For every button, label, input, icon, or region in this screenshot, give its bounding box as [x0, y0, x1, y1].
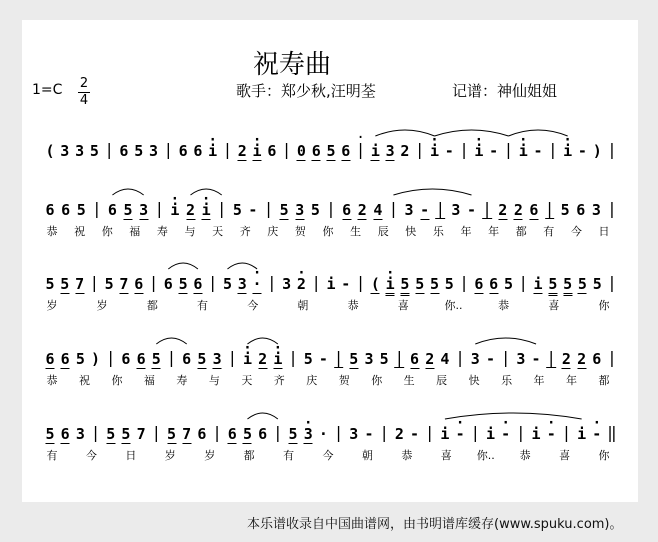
barline: | — [470, 423, 481, 442]
note: · - — [501, 425, 510, 443]
lyric-syllable: 你.. — [476, 449, 495, 462]
note: 3 — [75, 425, 85, 443]
barline: | — [333, 423, 344, 442]
score-line — [0, 138, 658, 194]
lyric-syllable: 快 — [468, 374, 480, 387]
note: i — [370, 142, 380, 160]
note: - — [341, 275, 351, 293]
note: 5 — [222, 275, 232, 293]
note: 5 — [444, 275, 454, 293]
note: 3 — [295, 201, 305, 219]
note: 5 — [121, 425, 131, 443]
note: 2 — [561, 350, 571, 368]
lyric-syllable: 庆 — [267, 225, 279, 238]
note: 2 — [498, 201, 508, 219]
barline: | — [548, 140, 558, 159]
note: · i — [273, 350, 282, 369]
lyric-syllable: 寿 — [156, 225, 168, 238]
note: - — [444, 142, 454, 160]
note: · i — [519, 142, 528, 160]
lyric-syllable: 你 — [371, 374, 383, 387]
key-signature: 1=C — [32, 82, 63, 98]
note: 3 — [516, 350, 526, 368]
song-title: 祝寿曲 — [253, 50, 332, 80]
lyric-syllable: 恭 — [46, 225, 58, 238]
lyric-syllable: 你 — [111, 374, 123, 387]
note: 2 — [185, 201, 196, 219]
note: - — [466, 201, 477, 219]
note: 6 — [197, 425, 207, 443]
lyric-syllable: 天 — [212, 225, 224, 238]
note: · i — [474, 142, 483, 160]
lyric-syllable: 都 — [598, 374, 610, 387]
barline: | — [151, 423, 162, 442]
note: 6 — [474, 275, 484, 293]
lyric-syllable: 寿 — [176, 374, 188, 387]
note: 3 — [282, 275, 292, 293]
note: 7 — [75, 275, 85, 293]
barline: | — [90, 423, 101, 442]
barline: | — [516, 423, 526, 442]
note: - — [318, 350, 328, 368]
lyric-syllable: 年 — [533, 374, 545, 387]
note: 5 — [60, 275, 70, 293]
lyric-syllable: 乐 — [432, 225, 444, 238]
barline: ‖ — [607, 423, 617, 442]
meter-top: 2 — [79, 76, 89, 91]
lyric-syllable: 你 — [598, 299, 610, 312]
note: 6 — [410, 350, 420, 368]
note: i — [577, 425, 587, 443]
note: 6 — [60, 425, 70, 443]
note: 6 — [60, 350, 70, 368]
note: 3 — [591, 201, 601, 219]
note: - — [485, 350, 495, 368]
barline: | — [544, 199, 555, 218]
lyric-syllable: 福 — [129, 225, 141, 238]
note: 6 — [258, 425, 268, 443]
note: 5 — [123, 201, 133, 219]
lyric-syllable: 朝 — [297, 299, 309, 312]
note: 5 — [45, 275, 55, 293]
note: 6 — [121, 350, 131, 368]
note: 3 — [364, 350, 374, 368]
score-line — [0, 197, 658, 253]
note: · — [318, 425, 328, 443]
note: 7 — [182, 425, 192, 443]
lyric-syllable: 都 — [146, 299, 158, 312]
barline: | — [607, 140, 617, 159]
barline: | — [216, 199, 227, 218]
note: 2 — [513, 201, 523, 219]
note: 5 — [134, 142, 144, 160]
note: ( — [45, 142, 55, 160]
note: 3 — [212, 350, 222, 368]
note: · - — [547, 425, 556, 443]
barline: | — [388, 199, 399, 218]
lyric-syllable: 快 — [405, 225, 417, 238]
note: 3 — [385, 142, 395, 160]
source-footer: 本乐谱收录自中国曲谱网，由书明谱库缓存(www.spuku.com)。 — [247, 517, 623, 532]
note: 3 — [60, 142, 70, 160]
note: i — [485, 425, 495, 443]
note: 5 — [503, 275, 513, 293]
note: 2 — [400, 142, 410, 160]
lyric-syllable: 都 — [515, 225, 527, 238]
barline: | — [518, 273, 529, 292]
note: 6 — [182, 350, 192, 368]
note: 5 — [379, 350, 389, 368]
note: - — [410, 425, 420, 443]
barline: | — [222, 140, 233, 159]
barline: | — [263, 199, 274, 218]
note: i — [326, 275, 336, 293]
lyric-syllable: 有 — [543, 225, 555, 238]
note: 3 — [470, 350, 480, 368]
note: 7 — [119, 275, 129, 293]
note-row — [0, 138, 658, 168]
note: 6 — [267, 142, 277, 160]
note: 6 — [119, 142, 129, 160]
note: 5 — [89, 142, 99, 160]
barline: · | — [356, 140, 366, 159]
note: 5 — [577, 275, 587, 293]
note: i — [531, 425, 541, 443]
note: · - — [456, 425, 465, 443]
barline: | — [424, 423, 435, 442]
note: 5 — [104, 275, 114, 293]
note: · i — [563, 142, 572, 160]
barline: | — [394, 348, 405, 367]
lyric-syllable: 贺 — [338, 374, 350, 387]
lyric-syllable: 辰 — [377, 225, 389, 238]
note: · i — [430, 142, 439, 160]
note: 3 — [349, 425, 359, 443]
note: 7 — [136, 425, 146, 443]
note: 6 — [227, 425, 237, 443]
barline: | — [163, 140, 174, 159]
barline: | — [459, 273, 469, 292]
note: 2 — [357, 201, 367, 219]
lyric-syllable: 你 — [101, 225, 113, 238]
barline: | — [546, 348, 557, 367]
barline: | — [207, 273, 218, 292]
lyric-row — [0, 223, 658, 239]
note: 6 — [45, 350, 55, 368]
lyric-syllable: 年 — [488, 225, 500, 238]
note: · i — [243, 350, 252, 368]
note: 6 — [107, 201, 117, 219]
lyric-syllable: 辰 — [436, 374, 448, 387]
note: - — [577, 142, 587, 160]
barline: | — [267, 273, 277, 292]
lyric-syllable: 恭 — [46, 374, 58, 387]
note: ( — [370, 275, 380, 293]
note: 6 — [592, 350, 602, 368]
note: ) — [592, 142, 602, 160]
barline: | — [148, 273, 159, 292]
note: 3 — [149, 142, 159, 160]
lyric-syllable: 年 — [566, 374, 578, 387]
barline: | — [435, 199, 446, 218]
lyric-syllable: 恭 — [347, 299, 359, 312]
barline: | — [503, 140, 514, 159]
lyric-syllable: 岁 — [204, 449, 216, 462]
lyric-syllable: 祝 — [74, 225, 86, 238]
note: i — [440, 425, 450, 443]
note: 3 — [404, 201, 414, 219]
note: 6 — [163, 275, 173, 293]
note: 6 — [341, 142, 351, 160]
lyric-syllable: 你 — [598, 449, 610, 462]
note: 5 — [197, 350, 207, 368]
note: 6 — [193, 142, 203, 160]
lyric-syllable: 岁 — [96, 299, 108, 312]
note: · i — [386, 275, 395, 296]
lyric-syllable: 朝 — [361, 449, 373, 462]
note: 5 — [151, 350, 161, 368]
lyric-syllable: 恭 — [519, 449, 531, 462]
note: 3 — [451, 201, 461, 219]
note: 5 — [166, 425, 177, 443]
barline: | — [311, 273, 322, 292]
note: 5 — [400, 275, 409, 296]
note: - — [364, 425, 374, 443]
note: 5 — [76, 201, 86, 219]
note: · 3 — [304, 425, 313, 444]
singers-credit: 歌手：郑少秋,汪明荃 — [236, 82, 376, 100]
note: 6 — [311, 142, 321, 160]
note: - — [420, 201, 430, 219]
barline: | — [561, 423, 572, 442]
note: 6 — [193, 275, 203, 293]
lyric-syllable: 喜 — [548, 299, 560, 312]
note: 5 — [349, 350, 359, 368]
note: 5 — [279, 201, 289, 219]
note: 6 — [576, 201, 586, 219]
lyric-syllable: 有 — [283, 449, 295, 462]
barline: | — [227, 348, 238, 367]
note: 0 — [296, 142, 306, 160]
note: 5 — [106, 425, 116, 443]
barline: | — [500, 348, 511, 367]
note: · - — [592, 425, 601, 443]
note: 2 — [394, 425, 404, 443]
barline: | — [166, 348, 177, 367]
lyric-syllable: 喜 — [397, 299, 409, 312]
lyric-syllable: 喜 — [559, 449, 571, 462]
note: 5 — [288, 425, 298, 443]
note: 2 — [577, 350, 587, 368]
lyric-syllable: 今 — [570, 225, 582, 238]
note: 6 — [61, 201, 71, 219]
note: 4 — [373, 201, 383, 219]
barline: | — [414, 140, 425, 159]
note: 6 — [45, 201, 55, 219]
note: 5 — [242, 425, 252, 443]
lyric-syllable: 祝 — [78, 374, 90, 387]
lyric-syllable: 齐 — [273, 374, 285, 387]
barline: | — [355, 273, 366, 292]
barline: | — [104, 140, 114, 159]
lyric-syllable: 生 — [350, 225, 362, 238]
lyric-syllable: 你.. — [444, 299, 463, 312]
note: 5 — [326, 142, 336, 160]
note: 5 — [430, 275, 440, 293]
barline: | — [212, 423, 222, 442]
lyric-syllable: 有 — [197, 299, 209, 312]
note: 5 — [232, 201, 242, 219]
barline: | — [607, 348, 617, 367]
note: 2 — [425, 350, 435, 368]
lyric-syllable: 乐 — [501, 374, 513, 387]
note: i — [533, 275, 543, 293]
lyric-syllable: 年 — [460, 225, 472, 238]
time-signature — [78, 77, 90, 108]
note: 5 — [548, 275, 557, 296]
score-line — [0, 421, 658, 477]
barline: | — [482, 199, 492, 218]
lyric-syllable: 齐 — [239, 225, 251, 238]
barline: | — [89, 273, 100, 292]
barline: | — [273, 423, 283, 442]
score-line — [0, 346, 658, 402]
note: 5 — [45, 425, 55, 443]
note: · i — [208, 142, 217, 160]
lyric-syllable: 岁 — [164, 449, 176, 462]
barline: | — [455, 348, 465, 367]
note: 4 — [440, 350, 450, 368]
note: 2 — [258, 350, 268, 368]
note: · i — [202, 201, 211, 220]
barline: | — [281, 140, 292, 159]
barline: | — [154, 199, 165, 218]
note: - — [533, 142, 543, 160]
note: 5 — [415, 275, 425, 293]
lyric-syllable: 有 — [46, 449, 58, 462]
lyric-syllable: 福 — [143, 374, 155, 387]
lyric-syllable: 今 — [85, 449, 97, 462]
note: · · — [253, 275, 262, 294]
lyric-row — [0, 297, 658, 313]
note: 2 — [237, 142, 247, 160]
lyric-syllable: 今 — [247, 299, 259, 312]
lyric-syllable: 与 — [184, 225, 196, 238]
barline: | — [379, 423, 389, 442]
lyric-syllable: 与 — [208, 374, 220, 387]
note: 5 — [178, 275, 188, 293]
lyric-syllable: 天 — [241, 374, 253, 387]
lyric-syllable: 岁 — [46, 299, 58, 312]
note: 6 — [342, 201, 352, 219]
note: 5 — [592, 275, 602, 293]
barline: | — [607, 273, 617, 292]
note: - — [248, 201, 258, 219]
notator-credit: 记谱：神仙姐姐 — [452, 82, 558, 100]
lyric-row — [0, 372, 658, 388]
barline: | — [607, 199, 617, 218]
lyric-syllable: 恭 — [401, 449, 413, 462]
note: 3 — [237, 275, 247, 293]
barline: | — [288, 348, 298, 367]
meter-bottom: 4 — [79, 93, 89, 108]
lyric-syllable: 恭 — [498, 299, 510, 312]
barline: | — [333, 348, 344, 367]
score-line — [0, 271, 658, 327]
note: 5 — [563, 275, 572, 296]
note: ) — [91, 350, 101, 368]
lyric-syllable: 日 — [125, 449, 137, 462]
note: 3 — [75, 142, 85, 160]
note: 6 — [489, 275, 499, 293]
lyric-syllable: 你 — [322, 225, 334, 238]
lyric-syllable: 贺 — [294, 225, 306, 238]
lyric-syllable: 生 — [403, 374, 415, 387]
lyric-syllable: 喜 — [440, 449, 452, 462]
note: · i — [170, 201, 179, 219]
note: 5 — [310, 201, 320, 219]
lyric-syllable: 庆 — [306, 374, 318, 387]
lyric-syllable: 今 — [322, 449, 334, 462]
note: 5 — [560, 201, 570, 219]
note: 6 — [529, 201, 539, 219]
note: 3 — [139, 201, 149, 219]
barline: | — [92, 199, 102, 218]
note: 6 — [134, 275, 144, 293]
note: 6 — [136, 350, 146, 368]
note: 5 — [303, 350, 313, 368]
barline: | — [459, 140, 469, 159]
note: · i — [253, 142, 262, 161]
barline: | — [105, 348, 116, 367]
lyric-row — [0, 447, 658, 463]
lyric-syllable: 都 — [243, 449, 255, 462]
barline: | — [326, 199, 336, 218]
note: 6 — [178, 142, 188, 160]
note: - — [531, 350, 541, 368]
note: - — [489, 142, 499, 160]
note: · 2 — [297, 275, 306, 293]
lyric-syllable: 日 — [598, 225, 610, 238]
note: 5 — [75, 350, 85, 368]
